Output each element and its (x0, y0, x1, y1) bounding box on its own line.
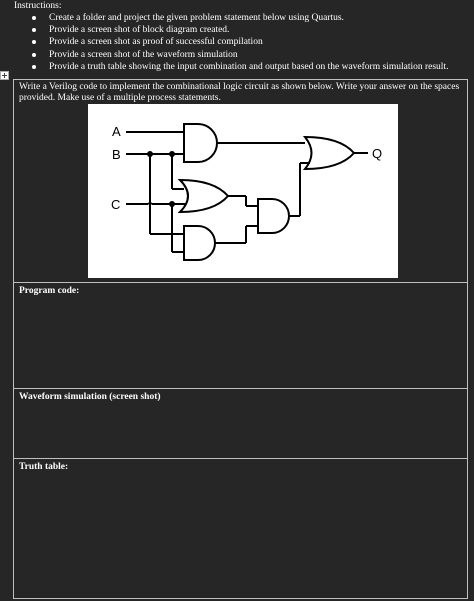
bullet-icon (32, 53, 36, 57)
waveform-cell[interactable] (14, 388, 467, 458)
instruction-item: Provide a screen shot of the waveform simulation (30, 49, 448, 61)
bullet-icon (32, 65, 36, 69)
instructions-title: Instructions: (14, 1, 62, 11)
question-cell (14, 80, 467, 282)
program-code-label: Program code: (19, 286, 80, 296)
table-move-handle-icon[interactable] (0, 71, 9, 80)
bullet-icon (32, 40, 36, 44)
question-text: Write a Verilog code to implement the combinational logic circuit as shown below. Write your answer on the spaces provided. Make use of a multiple process statements. (19, 82, 460, 103)
bullet-icon (32, 16, 36, 20)
program-code-cell[interactable] (14, 282, 467, 388)
instruction-item: Provide a truth table showing the input combination and output based on the waveform simulation result. (30, 61, 448, 73)
instructions-list (30, 12, 448, 73)
truth-table-label: Truth table: (19, 462, 69, 472)
waveform-label: Waveform simulation (screen shot) (19, 392, 161, 402)
output-q-label: Q (372, 146, 383, 161)
input-a-label: A (112, 124, 121, 139)
circuit-svg (88, 104, 398, 278)
logic-circuit-diagram (88, 104, 398, 278)
instruction-item: Create a folder and project the given problem statement below using Quartus. (30, 12, 448, 24)
instruction-item: Provide a screen shot of block diagram created. (30, 24, 448, 36)
answer-table (13, 79, 468, 599)
truth-table-cell[interactable] (14, 458, 467, 599)
bullet-icon (32, 28, 36, 32)
input-b-label: B (112, 147, 121, 162)
instruction-item: Provide a screen shot as proof of successful compilation (30, 36, 448, 48)
input-c-label: C (111, 197, 121, 212)
